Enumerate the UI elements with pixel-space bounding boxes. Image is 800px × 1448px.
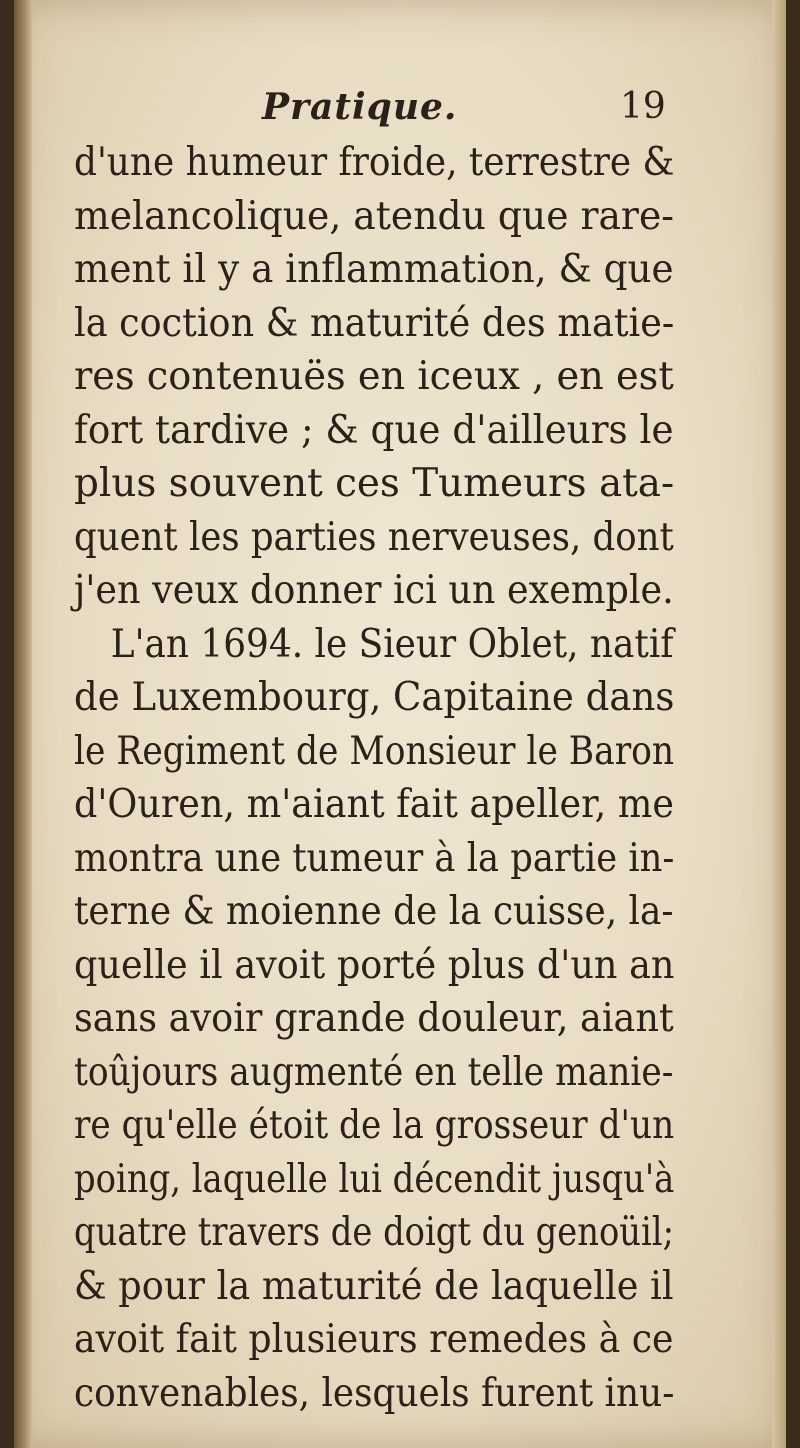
text-line: re qu'elle étoit de la grosseur d'un: [74, 1103, 675, 1148]
text-line: plus souvent ces Tumeurs ata-: [74, 461, 675, 506]
text-line: melancolique, atendu que rare-: [74, 193, 674, 239]
text-line: quent les parties nerveuses, dont: [74, 514, 674, 560]
page-gutter: [14, 0, 32, 1448]
paragraph-start-line: L'an 1694. le Sieur Oblet, natif: [110, 621, 674, 667]
text-line: le Regiment de Monsieur le Baron: [74, 728, 675, 774]
text-line: montra une tumeur à la partie in-: [74, 835, 675, 881]
text-line: terne & moienne de la cuisse, la-: [74, 889, 674, 934]
text-line: quatre travers de doigt du genoüil;: [74, 1210, 674, 1255]
text-line: & pour la maturité de laquelle il: [74, 1263, 674, 1309]
text-line: j'en veux donner ici un exemple.: [74, 568, 674, 613]
text-line: res contenuës en iceux , en est: [74, 354, 674, 399]
text-line: fort tardive ; & que d'ailleurs le: [74, 407, 674, 453]
running-head: [0, 86, 800, 136]
text-line: la coction & maturité des matie-: [74, 300, 675, 346]
running-head-title: Pratique.: [262, 86, 458, 128]
body-text: [74, 136, 674, 1420]
text-line: avoit fait plusieurs remedes à ce: [74, 1317, 674, 1362]
page-edge: [772, 0, 786, 1448]
text-line: d'Ouren, m'aiant fait apeller, me: [74, 782, 675, 827]
text-line: sans avoir grande douleur, aiant: [74, 996, 674, 1041]
page-number: 19: [620, 86, 666, 127]
text-line: de Luxembourg, Capitaine dans: [74, 675, 675, 720]
text-line: convenables, lesquels furent inu-: [74, 1370, 675, 1416]
text-line: toûjours augmenté en telle manie-: [74, 1049, 674, 1095]
text-line: ment il y a inflammation, & que: [74, 247, 674, 292]
text-line: poing, laquelle lui décendit jusqu'à: [74, 1156, 675, 1202]
text-line: d'une humeur froide, terrestre &: [74, 140, 675, 185]
text-line: quelle il avoit porté plus d'un an: [74, 942, 675, 988]
